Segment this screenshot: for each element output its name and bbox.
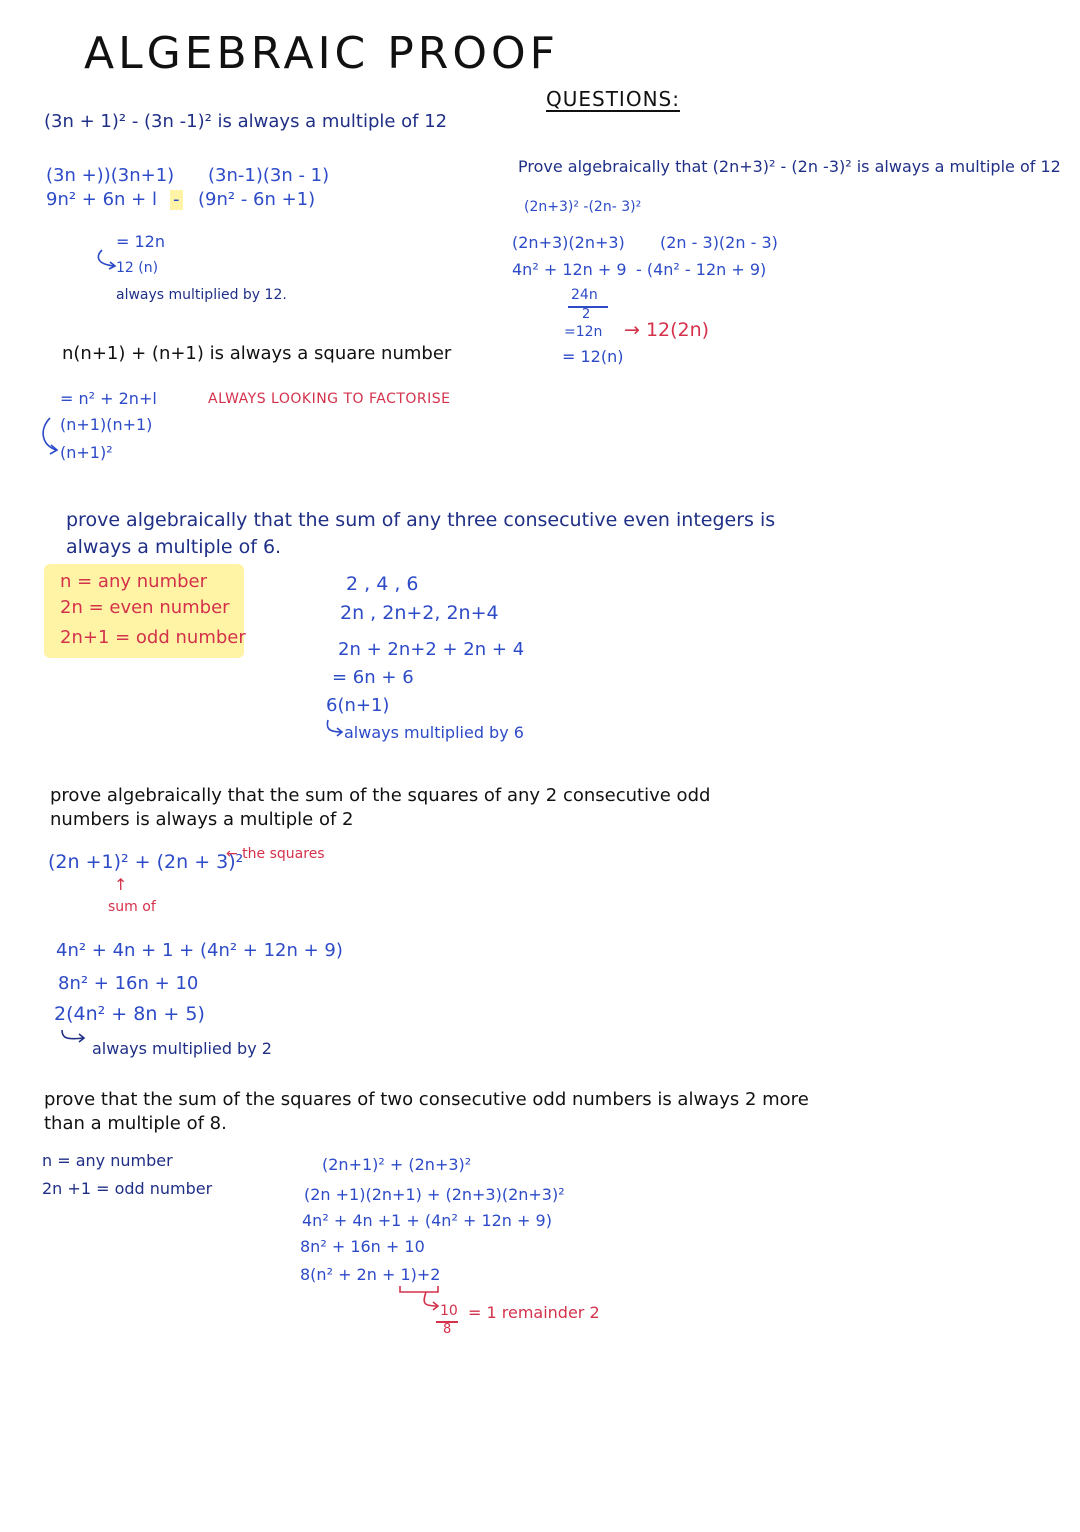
sec3-def2: 2n = even number (60, 597, 230, 618)
turn-arrow-icon (322, 718, 346, 740)
sec3-factorised: 6(n+1) (326, 695, 390, 716)
sec4-statement-line2: numbers is always a multiple of 2 (50, 809, 354, 830)
sec5-frac-num: 10 (440, 1303, 458, 1319)
sec1-conclusion: always multiplied by 12. (116, 287, 287, 303)
sec3-statement-line1: prove algebraically that the sum of any three consecutive even integers is (66, 509, 776, 531)
sec2-note: ALWAYS LOOKING TO FACTORISE (208, 391, 451, 407)
q1-arrow-note: → 12(2n) (624, 319, 710, 341)
sec3-simplified: = 6n + 6 (332, 667, 414, 688)
sec5-def1: n = any number (42, 1151, 173, 1170)
sec3-def3: 2n+1 = odd number (60, 627, 246, 648)
q1-line2b: (2n - 3)(2n - 3) (660, 233, 778, 252)
sec1-right-factor: (3n-1)(3n - 1) (208, 165, 330, 186)
sec5-line3: 4n² + 4n +1 + (4n² + 12n + 9) (302, 1211, 552, 1230)
sec5-statement-line2: than a multiple of 8. (44, 1113, 227, 1134)
turn-arrow-icon (58, 1028, 88, 1046)
sec5-line4: 8n² + 16n + 10 (300, 1237, 425, 1256)
sec5-line2: (2n +1)(2n+1) + (2n+3)(2n+3)² (304, 1185, 565, 1204)
sec5-statement-line1: prove that the sum of the squares of two consecutive odd numbers is always 2 more (44, 1089, 809, 1110)
sec4-line3: 2(4n² + 8n + 5) (54, 1003, 205, 1025)
sec4-sum-of: sum of (108, 899, 156, 915)
questions-header: QUESTIONS: (546, 87, 680, 111)
sec2-step2: (n+1)(n+1) (60, 415, 153, 434)
q1-frac-den: 2 (582, 307, 591, 322)
sec5-line1: (2n+1)² + (2n+3)² (322, 1155, 472, 1174)
q1-frac-num: 24n (571, 287, 598, 303)
sec3-statement-line2: always a multiple of 6. (66, 536, 282, 558)
q1-line3b: - (4n² - 12n + 9) (636, 260, 767, 279)
sec1-left-factor: (3n +))(3n+1) (46, 165, 175, 186)
q1-line6: = 12(n) (562, 347, 624, 366)
sec1-result1: = 12n (116, 232, 165, 251)
q1-line1: (2n+3)² -(2n- 3)² (524, 199, 642, 215)
q1-statement: Prove algebraically that (2n+3)² - (2n -3)² is always a multiple of 12 (518, 157, 1061, 176)
sec4-line1: 4n² + 4n + 1 + (4n² + 12n + 9) (56, 940, 343, 961)
q1-line5: =12n (564, 324, 603, 340)
sec1-left-expand: 9n² + 6n + l (46, 189, 157, 210)
sec4-squares-note: ← the squares (226, 846, 325, 862)
sec3-conclusion: always multiplied by 6 (344, 723, 524, 742)
page-title: ALGEBRAIC PROOF (84, 28, 559, 79)
sec5-line5: 8(n² + 2n + 1)+2 (300, 1265, 441, 1284)
sec5-def2: 2n +1 = odd number (42, 1179, 213, 1198)
sec1-statement: (3n + 1)² - (3n -1)² is always a multiple of 12 (44, 111, 448, 132)
sec4-arrow-up: ↑ (114, 875, 128, 894)
sec4-expression: (2n +1)² + (2n + 3)² (48, 851, 244, 873)
sec1-minus: - (170, 190, 183, 210)
sec1-result2: 12 (n) (116, 260, 159, 276)
sec3-sum: 2n + 2n+2 + 2n + 4 (338, 639, 525, 660)
sec5-frac-den: 8 (443, 1322, 452, 1337)
sec3-def1: n = any number (60, 571, 207, 592)
sec5-remainder: = 1 remainder 2 (468, 1303, 600, 1322)
sec4-statement-line1: prove algebraically that the sum of the squares of any 2 consecutive odd (50, 785, 711, 806)
sec3-general: 2n , 2n+2, 2n+4 (340, 602, 499, 624)
sec1-right-expand: (9n² - 6n +1) (198, 189, 316, 210)
q1-line2a: (2n+3)(2n+3) (512, 233, 625, 252)
sec2-statement: n(n+1) + (n+1) is always a square number (62, 343, 452, 364)
sec2-step3: (n+1)² (60, 443, 113, 462)
sec4-conclusion: always multiplied by 2 (92, 1039, 272, 1058)
sec4-line2: 8n² + 16n + 10 (58, 973, 199, 994)
sec3-example: 2 , 4 , 6 (346, 573, 419, 595)
turn-arrow-icon (36, 414, 62, 464)
sec2-step1: = n² + 2n+l (60, 389, 157, 408)
q1-line3a: 4n² + 12n + 9 (512, 260, 627, 279)
